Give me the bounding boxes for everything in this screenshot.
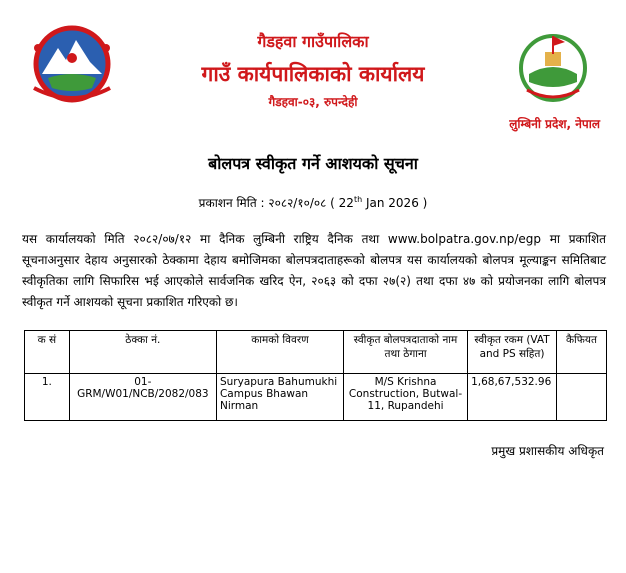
province-name: लुम्बिनी प्रदेश, नेपाल xyxy=(509,117,600,131)
header-work: कामको विवरण xyxy=(216,331,343,374)
municipality-name: गैडहवा गाउँपालिका xyxy=(257,32,369,51)
date-rest: Jan 2026 ) xyxy=(362,196,428,210)
cell-work: Suryapura Bahumukhi Campus Bhawan Nirman xyxy=(216,374,343,421)
header-amount: स्वीकृत रकम (VAT and PS सहित) xyxy=(468,331,557,374)
publication-date xyxy=(0,194,626,211)
date-sup: th xyxy=(353,195,363,204)
signatory-title: प्रमुख प्रशासकीय अधिकृत xyxy=(491,444,604,458)
table-header-row xyxy=(25,331,607,374)
notice-title: बोलपत्र स्वीकृत गर्ने आशयको सूचना xyxy=(208,154,418,173)
notice-body: यस कार्यालयको मिति २०८२/०७/१२ मा दैनिक लुम्बिनी राष्ट्रिय दैनिक तथा www.bolpatra.gov.np/egp मा प्रकाशित सूचनाअनुसार देहाय अनुसारको ठेक्कामा देहाय बमोजिमका बोलपत्रदाताहरूको बोलपत्र यस कार्यालयको बोलपत्र मूल्याङ्कन समितिबाट स्वीकृतिका लागि सिफारिस भई आएकोले सार्वजनिक खरिद ऐन, २०६३ को दफा २७(२) तथा दफा ४७ को प्रयोजनका लागि बोलपत्र स्वीकृत गर्ने आशयको सूचना प्रकाशित गरिएको छ। xyxy=(22,232,606,309)
header-bidder: स्वीकृत बोलपत्रदाताको नाम तथा ठेगाना xyxy=(343,331,467,374)
cell-sn: 1. xyxy=(25,374,70,421)
approved-bid-table xyxy=(24,330,607,421)
cell-bidder: M/S Krishna Construction, Butwal-11, Rupandehi xyxy=(343,374,467,421)
table-row xyxy=(25,374,607,421)
header-remarks: कैफियत xyxy=(556,331,606,374)
cell-amount: 1,68,67,532.96 xyxy=(468,374,557,421)
cell-remarks xyxy=(556,374,606,421)
office-address: गैडहवा-०३, रुपन्देही xyxy=(268,95,358,109)
header-sn: क सं xyxy=(25,331,70,374)
office-name: गाउँ कार्यपालिकाको कार्यालय xyxy=(201,62,425,86)
header-contract-no: ठेक्का नं. xyxy=(69,331,216,374)
cell-contract-no: 01-GRM/W01/NCB/2082/083 xyxy=(69,374,216,421)
date-label: प्रकाशन मिति : २०८२/१०/०८ ( 22 xyxy=(198,196,354,210)
